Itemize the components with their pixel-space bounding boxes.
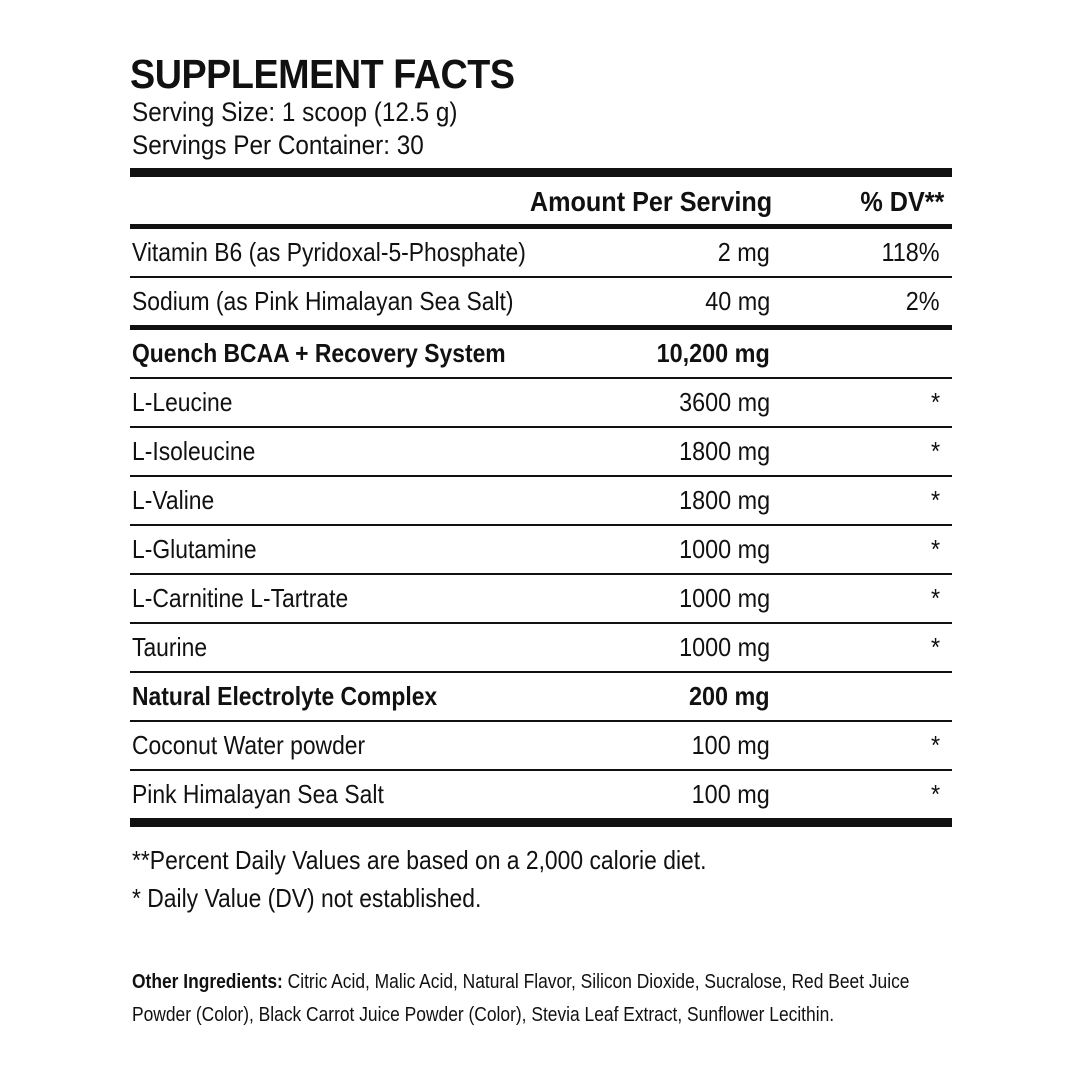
row-dv: * [930, 485, 940, 515]
row-name: Taurine [132, 632, 208, 662]
table-row [130, 477, 952, 524]
row-dv: * [930, 436, 940, 466]
row-amount: 1800 mg [678, 485, 770, 515]
row-amount: 2 mg [717, 237, 770, 267]
table-row [130, 722, 952, 769]
row-name: Vitamin B6 (as Pyridoxal-5-Phosphate) [132, 237, 526, 267]
row-dv: * [930, 730, 940, 760]
percent-dv-footnote: **Percent Daily Values are based on a 2,000 calorie diet. [132, 845, 707, 875]
row-dv: 118% [881, 237, 940, 267]
row-dv: * [930, 534, 940, 564]
row-name: Quench BCAA + Recovery System [132, 338, 506, 368]
table-row [130, 771, 952, 818]
row-dv: * [930, 779, 940, 809]
table-row [130, 379, 952, 426]
table-row [130, 624, 952, 671]
row-dv: * [930, 583, 940, 613]
row-dv: 2% [906, 286, 940, 316]
bottom-thick-rule [130, 818, 952, 827]
row-amount: 10,200 mg [656, 338, 770, 368]
row-name: L-Carnitine L-Tartrate [132, 583, 349, 613]
row-name: Natural Electrolyte Complex [132, 681, 438, 711]
amount-per-serving-header: Amount Per Serving [529, 186, 772, 217]
dv-not-established-footnote: * Daily Value (DV) not established. [132, 883, 482, 913]
top-thick-rule [130, 168, 952, 177]
row-name: Pink Himalayan Sea Salt [132, 779, 384, 809]
table-row [130, 428, 952, 475]
other-ingredients [132, 966, 950, 1032]
table-row-group [130, 673, 952, 720]
row-amount: 3600 mg [678, 387, 770, 417]
other-ingredients-text: Citric Acid, Malic Acid, Natural Flavor, Silicon Dioxide, Sucralose, Red Beet Juice Powder (Color), Black Carrot Juice Powder (Color), Stevia Leaf Extract, Sunflower Lecithin. [132, 971, 910, 1026]
row-amount: 1000 mg [678, 534, 770, 564]
row-name: L-Isoleucine [132, 436, 256, 466]
row-amount: 1800 mg [678, 436, 770, 466]
table-row [130, 229, 952, 276]
footnotes [130, 841, 952, 917]
table-row [130, 278, 952, 325]
row-amount: 1000 mg [678, 632, 770, 662]
row-amount: 200 mg [689, 681, 770, 711]
supplement-facts-panel [130, 52, 952, 917]
table-row [130, 575, 952, 622]
row-name: L-Leucine [132, 387, 233, 417]
row-amount: 100 mg [691, 779, 770, 809]
daily-value-header: % DV** [859, 186, 944, 217]
serving-size: Serving Size: 1 scoop (12.5 g) [132, 97, 458, 127]
row-dv: * [930, 387, 940, 417]
row-name: Sodium (as Pink Himalayan Sea Salt) [132, 286, 514, 316]
servings-per-container: Servings Per Container: 30 [132, 130, 424, 160]
row-amount: 100 mg [691, 730, 770, 760]
table-header [130, 177, 952, 224]
row-amount: 1000 mg [678, 583, 770, 613]
row-dv: * [930, 632, 940, 662]
row-name: L-Glutamine [132, 534, 257, 564]
table-row [130, 526, 952, 573]
panel-title: SUPPLEMENT FACTS [130, 51, 515, 97]
row-name: L-Valine [132, 485, 215, 515]
row-amount: 40 mg [704, 286, 770, 316]
table-row-group [130, 330, 952, 377]
row-name: Coconut Water powder [132, 730, 366, 760]
other-ingredients-label: Other Ingredients: [132, 971, 283, 993]
